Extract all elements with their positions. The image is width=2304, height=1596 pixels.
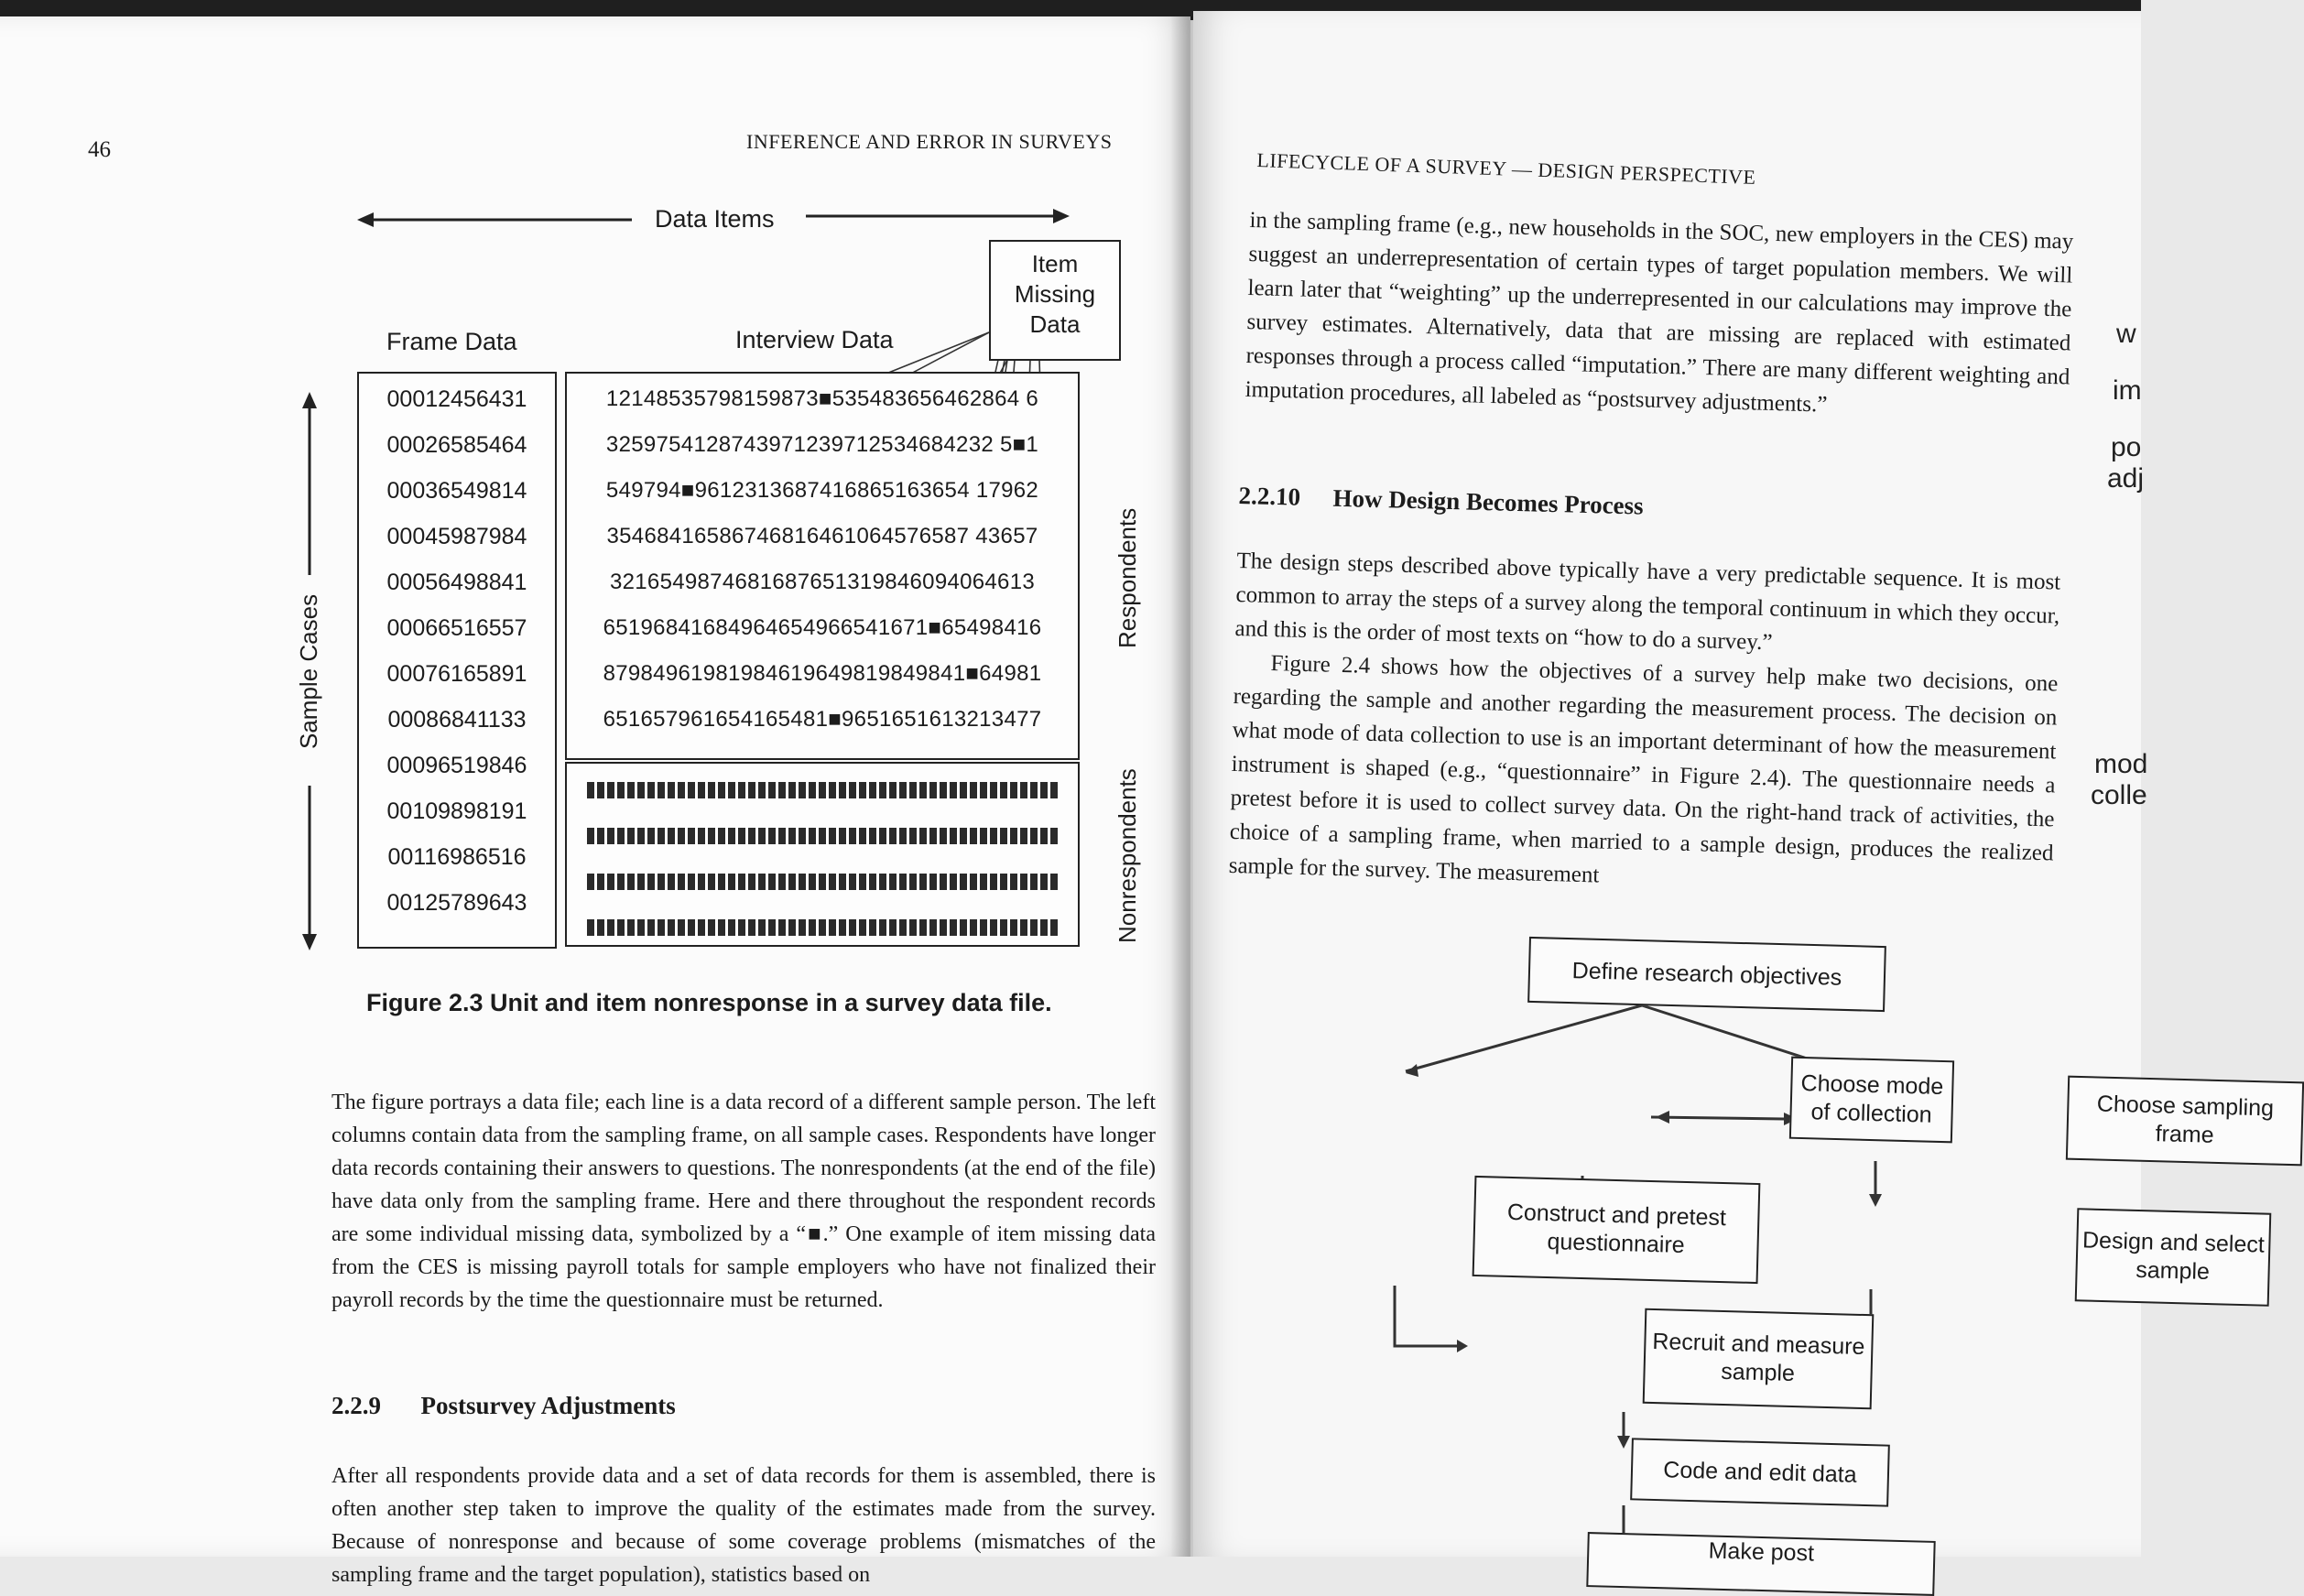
item-missing-line-2: Missing [1014,280,1096,308]
frame-row: 00036549814 [386,478,527,504]
edge-fragment: w [2116,319,2136,349]
respondent-record: 3259754128743971239712534684232 5■1 [605,432,1039,457]
frame-row: 00116986516 [387,844,527,870]
flow-design-sample: Design and select sample [2075,1208,2272,1307]
nonrespondent-record [587,782,1058,798]
right-paragraph-3-text: Figure 2.4 shows how the objectives of a survey help make two decisions, one regarding the sample and another regarding the measurement process. The decision on what mode of data collection to use is an important determinant of how the measurement instrument is shaped (e.g., “questionnaire” in Figure 2.4). The questionnaire needs a pretest before it is used to collect survey data. On the right-hand track of activities, the choice of a sampling frame, when married to a sample design, produces the realized sample for the survey. The measurement [1228,651,2059,888]
section-title: How Design Becomes Process [1332,483,1645,520]
nonrespondent-record [587,919,1058,936]
edge-fragment: im [2113,375,2142,406]
flow-choose-frame: Choose sampling frame [2066,1076,2304,1167]
respondent-record: 549794■9612313687416865163654 17962 [605,478,1039,503]
respondent-record: 35468416586746816461064576587 43657 [606,524,1038,548]
section-number: 2.2.9 [331,1392,381,1419]
left-paragraph-2-text: After all respondents provide data and a set of data records for them is assembled, there is often another step taken to improve the quality of the estimates made from the survey. Because of nonresponse and because of some coverage problems (mismatches of the sampling frame and the target population), statistics based on [331,1464,1156,1587]
frame-row: 00045987984 [386,524,527,549]
respondent-record: 87984961981984619649819849841■64981 [603,661,1042,686]
frame-row: 00076165891 [386,661,527,687]
page-number: 46 [88,137,111,162]
nonrespondent-record [587,874,1058,890]
respondent-record: 651657961654165481■9651651613213477 [603,707,1042,732]
section-number: 2.2.10 [1238,482,1301,511]
respondents-data-box [565,372,1080,760]
respondents-label: Respondents [1114,507,1141,648]
nonrespondents-data-box [565,762,1080,947]
frame-row: 00125789643 [386,890,527,916]
sample-cases-label: Sample Cases [295,593,322,749]
item-missing-data-label [991,249,1119,340]
section-2-2-9-heading [331,1392,676,1420]
left-paragraph-1 [331,1086,1156,1317]
section-title: Postsurvey Adjustments [420,1392,676,1419]
item-missing-line-1: Item [1031,250,1079,277]
frame-row: 00056498841 [386,570,527,595]
flow-make-post: Make post [1586,1532,1935,1596]
interview-data-label: Interview Data [735,326,894,353]
running-head-left: INFERENCE AND ERROR IN SURVEYS [746,130,1113,153]
frame-row: 00096519846 [386,753,527,778]
item-missing-line-3: Data [1029,310,1081,338]
edge-fragment: mod [2094,749,2148,779]
running-head-right: LIFECYCLE OF A SURVEY — DESIGN PERSPECTIVE [1256,148,1756,190]
flow-recruit-measure: Recruit and measure sample [1643,1308,1875,1410]
right-paragraph-2-text: The design steps described above typically have a very predictable sequence. It is most common to array the steps of a survey along the temporal continuum in which they occur, and this is the order of most texts on “how to do a survey.” [1234,548,2061,656]
frame-row: 00012456431 [386,386,527,412]
right-page [1193,11,2275,1567]
edge-fragment: po [2111,432,2142,462]
flow-choose-mode: Choose mode of collection [1789,1057,1954,1144]
data-items-label: Data Items [655,205,775,233]
frame-data-column [357,372,557,949]
left-paragraph-1-text: The figure portrays a data file; each line is a data record of a different sample person. The left columns contain data from the sampling frame, on all sample cases. Respondents have longer data records containing their answers to questions. The nonrespondents (at the end of the file) have data only from the sampling frame. Here and there throughout the respondent records are some individual missing data, symbolized by a “■.” One example of item missing data from the CES is missing payroll totals for sample employers who have not finalized their payroll records by the time the questionnaire must be returned. [331,1091,1156,1312]
respondent-record: 65196841684964654966541671■65498416 [603,615,1042,640]
frame-data-label: Frame Data [386,328,517,355]
flow-define-objectives: Define research objectives [1527,937,1886,1012]
item-missing-data-box [989,240,1121,361]
nonrespondent-record [587,828,1058,844]
respondent-record: 12148535798159873■535483656462864 6 [605,386,1039,411]
right-paragraph-1-text: in the sampling frame (e.g., new households in the SOC, new employers in the CES) may suggest an underrepresentation of certain types of target population members. We will learn later that “weighting” up the underrepresented in our calculations may improve the survey estimates. Alternatively, data that are missing are replaced with estimated responses through a process called “imputation.” There are many different weighting and imputation procedures, all labeled as “postsurvey adjustments.” [1244,207,2074,418]
flow-code-edit: Code and edit data [1630,1438,1890,1506]
frame-row: 00066516557 [386,615,527,641]
left-page [0,16,1190,1587]
flow-construct-questionnaire: Construct and pretest questionnaire [1473,1176,1761,1284]
edge-fragment: colle [2091,780,2147,810]
nonrespondents-label: Nonrespondents [1114,768,1141,943]
respondent-record: 3216549874681687651319846094064613 [609,570,1036,594]
frame-row: 00109898191 [386,798,527,824]
frame-row: 00086841133 [387,707,527,733]
edge-fragment: adj [2107,463,2145,494]
figure-caption: Figure 2.3 Unit and item nonresponse in a survey data file. [366,989,1052,1016]
frame-row: 00026585464 [386,432,527,458]
left-paragraph-2 [331,1460,1156,1591]
